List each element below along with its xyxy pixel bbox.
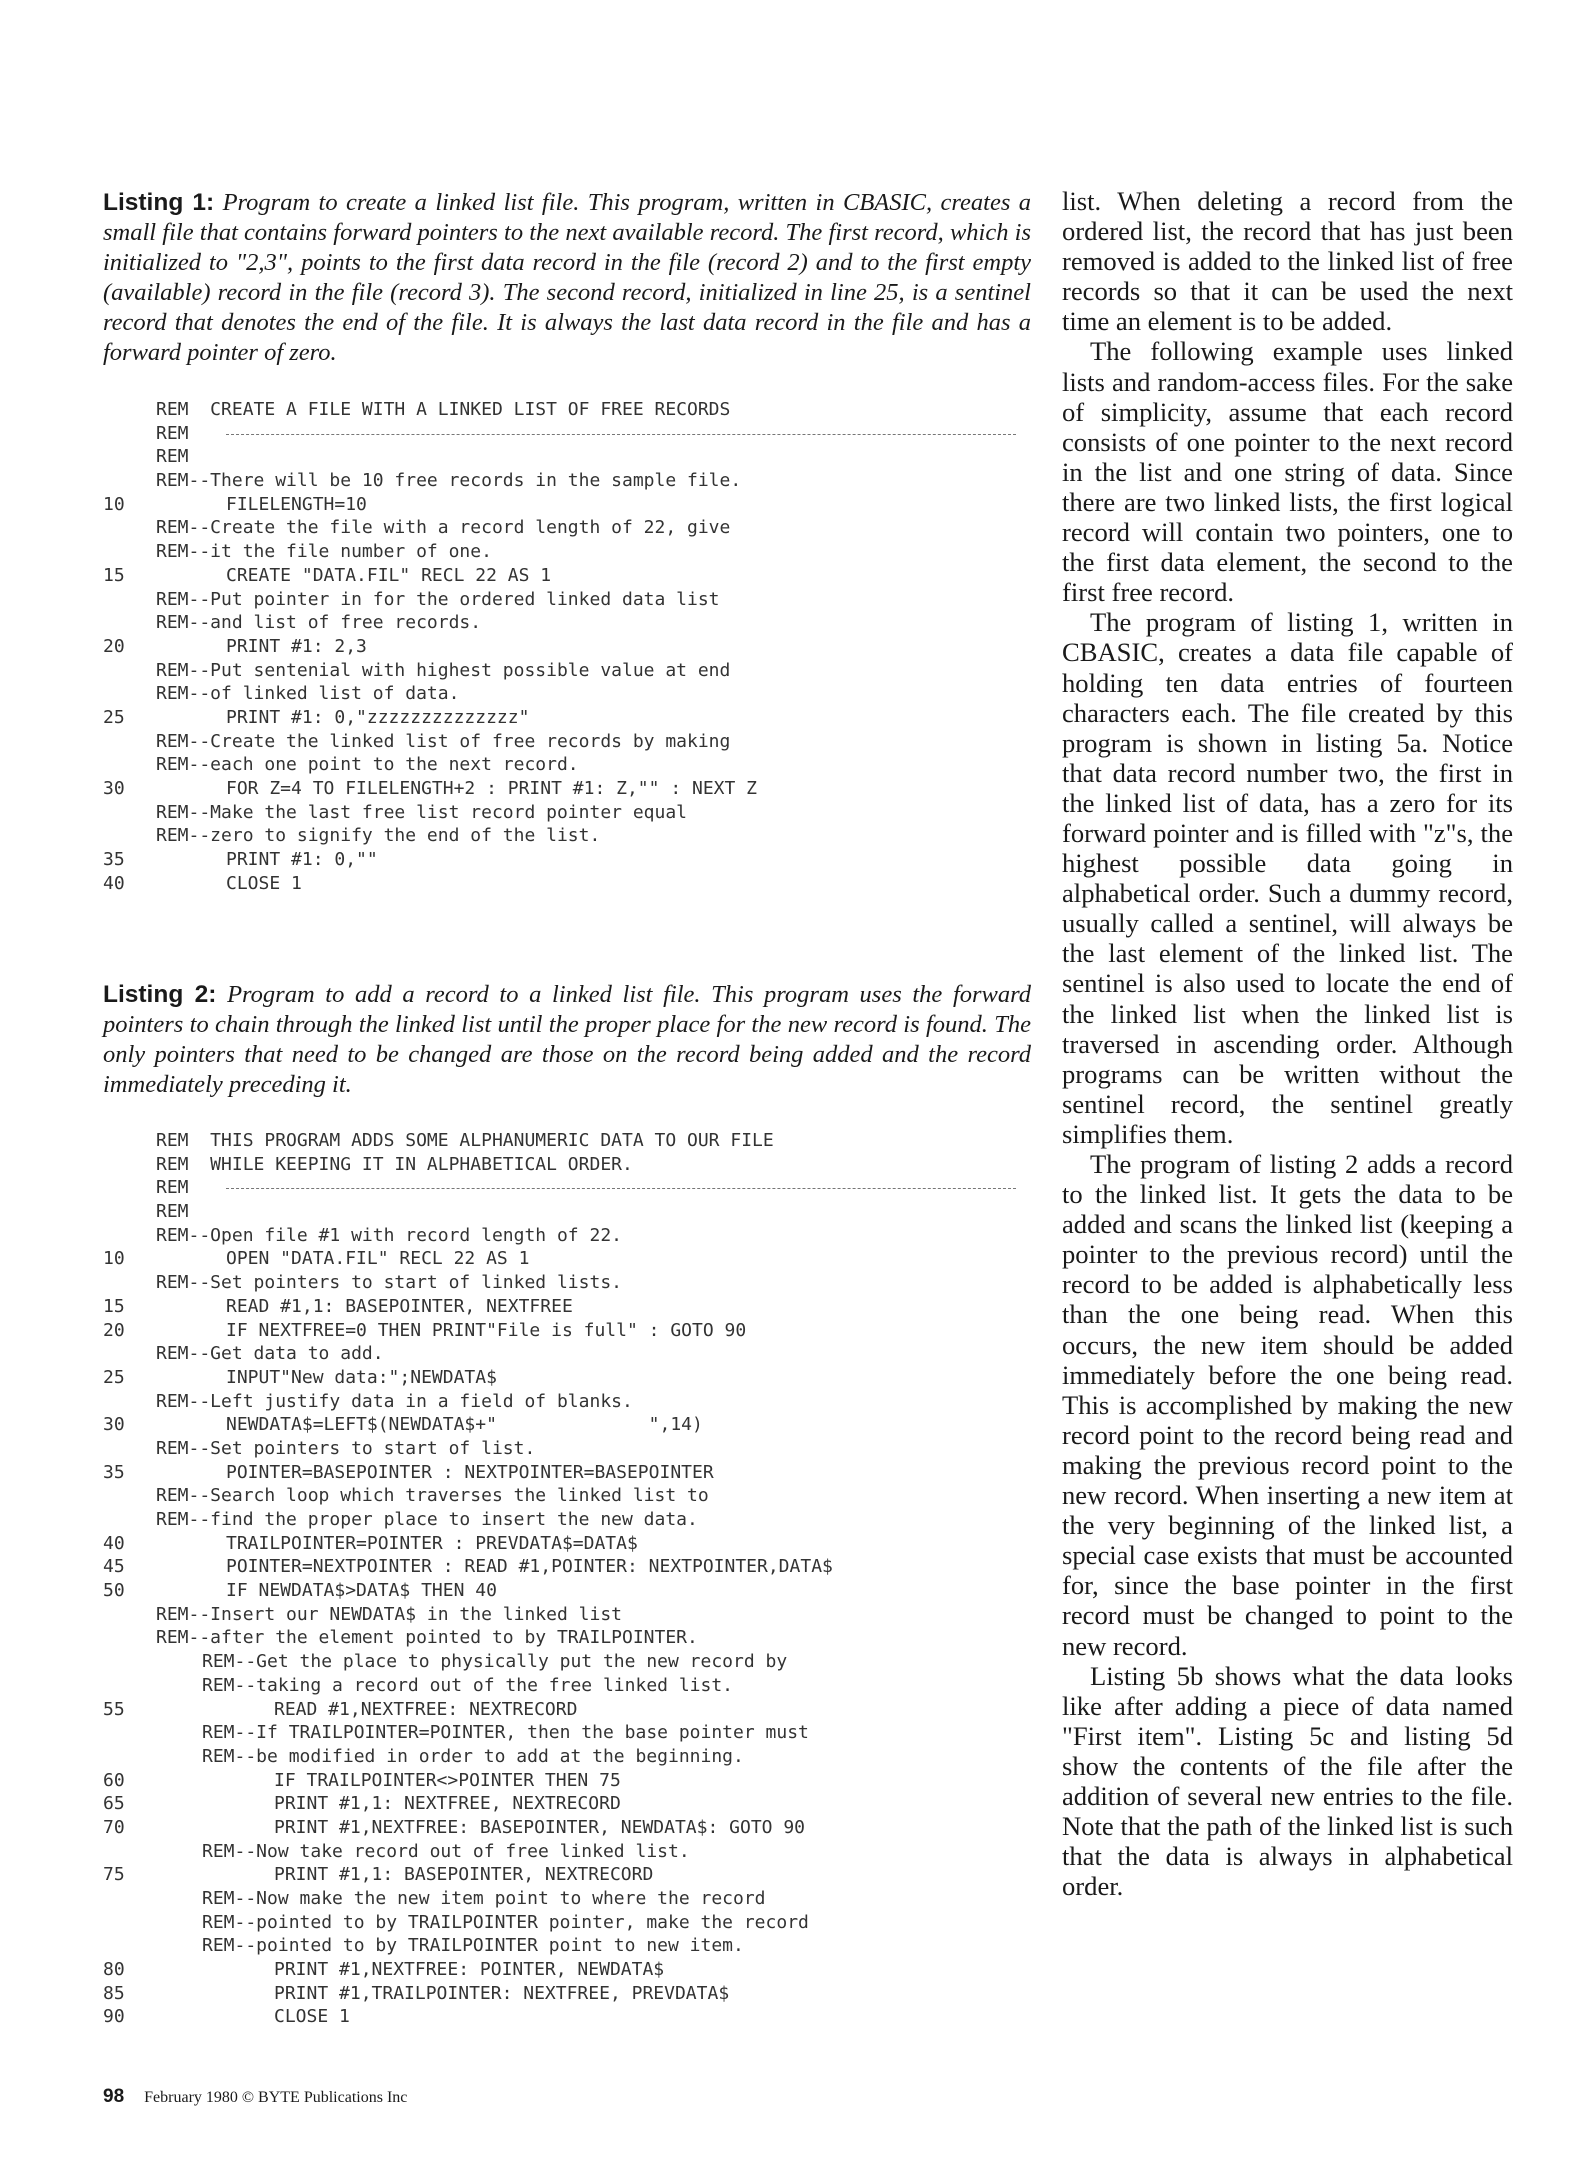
code-line xyxy=(103,1461,1038,1485)
code-text: PRINT #1: 0,"zzzzzzzzzzzzzz" xyxy=(226,706,530,728)
code-text: REM--it the file number of one. xyxy=(156,541,492,563)
footer-credit: February 1980 © BYTE Publications Inc xyxy=(144,2089,408,2106)
code-line xyxy=(103,730,1038,754)
listing1-caption-text: Program to create a linked list file. This program, written in CBASIC, creates a small file that contains forward pointers to the next available record. The first record, which is initialized to "2,3", points to the first data record in the file (record 2) and to the first empty (available) record in the file (record 3). The second record, initialized in line 25, is a sentinel record that denotes the end of the file. It is always the last data record in the file and has a forward pointer of zero. xyxy=(103,189,1032,366)
code-text: REM--Now take record out of free linked list. xyxy=(202,1840,690,1862)
code-text: REM--each one point to the next record. xyxy=(156,754,579,776)
code-text: IF TRAILPOINTER<>POINTER THEN 75 xyxy=(274,1769,621,1791)
code-line xyxy=(103,1911,1038,1935)
code-text: INPUT"New data:";NEWDATA$ xyxy=(226,1366,497,1388)
code-line xyxy=(103,1934,1038,1958)
code-text: REM--pointed to by TRAILPOINTER point to new item. xyxy=(202,1935,744,1957)
code-line xyxy=(103,1200,1038,1224)
line-number: 50 xyxy=(103,1580,125,1602)
code-text: REM--after the element pointed to by TRAILPOINTER. xyxy=(156,1627,698,1649)
code-text: REM xyxy=(156,1201,189,1223)
line-number: 10 xyxy=(103,493,125,515)
line-number: 15 xyxy=(103,564,125,586)
line-number: 25 xyxy=(103,1366,125,1388)
code-text: REM xyxy=(156,1177,189,1199)
code-line xyxy=(103,1792,1038,1816)
code-text: REM CREATE A FILE WITH A LINKED LIST OF FREE RECORDS xyxy=(156,399,731,420)
code-line xyxy=(103,611,1038,635)
code-text: REM--Get the place to physically put the new record by xyxy=(202,1651,788,1673)
code-text: REM--taking a record out of the free linked list. xyxy=(202,1674,734,1696)
code-line xyxy=(103,1626,1038,1650)
body-paragraph: list. When deleting a record from the ordered list, the record that has just been removed is added to the linked list of free records so that it can be used the next time an element is to be added. xyxy=(1062,186,1513,337)
code-line xyxy=(103,445,1038,469)
line-number: 10 xyxy=(103,1248,125,1270)
code-text: REM xyxy=(156,446,189,468)
code-text: REM--find the proper place to insert the new data. xyxy=(156,1509,698,1530)
code-text: REM--Insert our NEWDATA$ in the linked list xyxy=(156,1603,622,1625)
code-text: PRINT #1,NEXTFREE: POINTER, NEWDATA$ xyxy=(274,1959,665,1981)
line-number: 90 xyxy=(103,2006,125,2028)
code-line xyxy=(103,1745,1038,1769)
body-paragraph: The program of listing 1, written in CBASIC, creates a data file capable of holding ten data entries of fourteen characters each. The file created by this program is shown in listing 5a. Notice that data record number two, the first in the linked list of data, has a zero for its forward pointer and is filled with "z"s, the highest possible data going in alphabetical order. Such a dummy record, usually called a sentinel, will always be the last element of the linked list. The sentinel is also used to locate the end of the linked list when the linked list is traversed in ascending order. Although programs can be written without the sentinel record, the sentinel greatly simplifies them. xyxy=(1062,607,1513,1149)
code-line xyxy=(103,1555,1038,1579)
code-line xyxy=(103,516,1038,540)
code-line xyxy=(103,2005,1038,2029)
code-line xyxy=(103,1721,1038,1745)
code-text: REM--If TRAILPOINTER=POINTER, then the base pointer must xyxy=(202,1722,809,1744)
code-line xyxy=(103,1532,1038,1556)
code-text: IF NEXTFREE=0 THEN PRINT"File is full" : GOTO 90 xyxy=(226,1319,747,1341)
line-number: 85 xyxy=(103,1982,125,2004)
line-number: 40 xyxy=(103,872,125,894)
code-text: CLOSE 1 xyxy=(226,872,302,894)
code-text: REM--Create the linked list of free records by making xyxy=(156,730,731,752)
code-line xyxy=(103,801,1038,825)
separator-rule xyxy=(226,434,1016,435)
line-number: 30 xyxy=(103,778,125,799)
code-line xyxy=(103,659,1038,683)
code-line xyxy=(103,1129,1038,1153)
code-line xyxy=(103,1295,1038,1319)
line-number: 15 xyxy=(103,1295,125,1317)
code-text: PRINT #1,NEXTFREE: BASEPOINTER, NEWDATA$: GOTO 90 xyxy=(274,1816,806,1838)
code-text: REM--Create the file with a record length of 22, give xyxy=(156,517,731,539)
code-text: REM--Search loop which traverses the linked list to xyxy=(156,1485,709,1507)
code-text: OPEN "DATA.FIL" RECL 22 AS 1 xyxy=(226,1248,530,1270)
code-line xyxy=(103,1840,1038,1864)
code-text: PRINT #1,1: BASEPOINTER, NEXTRECORD xyxy=(274,1864,654,1886)
page-footer xyxy=(103,2086,407,2108)
code-text: POINTER=NEXTPOINTER : READ #1,POINTER: NEXTPOINTER,DATA$ xyxy=(226,1556,833,1578)
line-number: 55 xyxy=(103,1698,125,1720)
code-line xyxy=(103,588,1038,612)
code-text: REM--Get data to add. xyxy=(156,1343,384,1365)
code-line xyxy=(103,1342,1038,1366)
code-text: REM--be modified in order to add at the beginning. xyxy=(202,1745,744,1767)
code-line xyxy=(103,1366,1038,1390)
code-text: CREATE "DATA.FIL" RECL 22 AS 1 xyxy=(226,564,552,586)
code-text: READ #1,1: BASEPOINTER, NEXTFREE xyxy=(226,1295,573,1317)
code-line xyxy=(103,682,1038,706)
code-line xyxy=(103,1224,1038,1248)
code-text: REM--There will be 10 free records in the sample file. xyxy=(156,470,742,492)
code-text: REM--and list of free records. xyxy=(156,612,482,634)
listing2-caption-text: Program to add a record to a linked list file. This program uses the forward pointers to chain through the linked list until the proper place for the new record is found. The only pointers that need to be changed are those on the record being added and the record immediately preceding it. xyxy=(103,981,1032,1098)
listing1-caption-lead: Listing 1: xyxy=(103,189,215,216)
code-line xyxy=(103,1579,1038,1603)
code-line xyxy=(103,469,1038,493)
listing1-code xyxy=(103,398,1038,895)
code-line xyxy=(103,1247,1038,1271)
code-text: REM THIS PROGRAM ADDS SOME ALPHANUMERIC DATA TO OUR FILE xyxy=(156,1130,774,1151)
code-line xyxy=(103,564,1038,588)
body-paragraph: The following example uses linked lists and random-access files. For the sake of simplicity, assume that each record consists of one pointer to the next record in the list and one string of data. Since there are two linked lists, the first logical record will contain two pointers, one to the first data element, the second to the first free record. xyxy=(1062,336,1513,608)
code-line xyxy=(103,848,1038,872)
code-text: PRINT #1,TRAILPOINTER: NEXTFREE, PREVDATA$ xyxy=(274,1982,730,2004)
line-number: 65 xyxy=(103,1793,125,1815)
line-number: 80 xyxy=(103,1959,125,1981)
code-line xyxy=(103,398,1038,422)
code-line xyxy=(103,1437,1038,1461)
code-text: REM--Set pointers to start of list. xyxy=(156,1437,536,1459)
right-column-text xyxy=(1062,186,1513,1901)
code-line xyxy=(103,1390,1038,1414)
body-paragraph: Listing 5b shows what the data looks like after adding a piece of data named "First item". Listing 5c and listing 5d show the contents of the file after the addition of several new entries to the file. Note that the path of the linked list is such that the data is always in alphabetical order. xyxy=(1062,1660,1513,1902)
code-text: IF NEWDATA$>DATA$ THEN 40 xyxy=(226,1580,497,1602)
code-text: REM--Put pointer in for the ordered linked data list xyxy=(156,588,720,610)
code-line xyxy=(103,1508,1038,1532)
listing2-code xyxy=(103,1129,1038,2029)
code-text: FOR Z=4 TO FILELENGTH+2 : PRINT #1: Z,"" : NEXT Z xyxy=(226,778,758,799)
listing2-caption-lead: Listing 2: xyxy=(103,981,217,1008)
code-text: REM xyxy=(156,422,189,444)
code-line xyxy=(103,1176,1038,1200)
line-number: 30 xyxy=(103,1414,125,1436)
listing1-caption xyxy=(103,188,1031,368)
code-line xyxy=(103,777,1038,801)
code-text: PRINT #1,1: NEXTFREE, NEXTRECORD xyxy=(274,1793,621,1815)
code-line xyxy=(103,1484,1038,1508)
code-text: TRAILPOINTER=POINTER : PREVDATA$=DATA$ xyxy=(226,1532,638,1554)
code-text: NEWDATA$=LEFT$(NEWDATA$+" ",14) xyxy=(226,1414,703,1436)
line-number: 25 xyxy=(103,706,125,728)
line-number: 20 xyxy=(103,1319,125,1341)
code-text: CLOSE 1 xyxy=(274,2006,350,2028)
code-line xyxy=(103,1650,1038,1674)
code-text: READ #1,NEXTFREE: NEXTRECORD xyxy=(274,1698,578,1720)
line-number: 20 xyxy=(103,635,125,657)
code-line xyxy=(103,1958,1038,1982)
line-number: 40 xyxy=(103,1532,125,1554)
line-number: 35 xyxy=(103,849,125,871)
code-line xyxy=(103,422,1038,446)
body-paragraph: The program of listing 2 adds a record to the linked list. It gets the data to be added and scans the linked list (keeping a pointer to the previous record) until the record to be added is alphabetically less than the one being read. When this occurs, the new item should be added immediately before the one being read. This is accomplished by making the new record point to the record being read and making the previous record point to the new record. When inserting a new item at the very beginning of the linked list, a special case exists that must be accounted for, since the base pointer in the first record must be changed to point to the new record. xyxy=(1062,1149,1513,1661)
code-line xyxy=(103,1153,1038,1177)
code-line xyxy=(103,1674,1038,1698)
code-line xyxy=(103,1698,1038,1722)
line-number: 70 xyxy=(103,1816,125,1838)
code-text: PRINT #1: 0,"" xyxy=(226,849,378,871)
code-text: REM--Put sentenial with highest possible value at end xyxy=(156,659,731,681)
page-number: 98 xyxy=(103,2086,125,2107)
code-line xyxy=(103,1271,1038,1295)
listing2-caption xyxy=(103,980,1031,1100)
code-line xyxy=(103,706,1038,730)
code-text: POINTER=BASEPOINTER : NEXTPOINTER=BASEPOINTER xyxy=(226,1461,714,1483)
code-text: REM--Make the last free list record pointer equal xyxy=(156,801,688,823)
code-line xyxy=(103,753,1038,777)
code-text: REM--Left justify data in a field of blanks. xyxy=(156,1390,633,1412)
code-text: REM--pointed to by TRAILPOINTER pointer, make the record xyxy=(202,1911,809,1933)
code-line xyxy=(103,1982,1038,2006)
code-text: PRINT #1: 2,3 xyxy=(226,635,367,657)
separator-rule xyxy=(226,1188,1016,1189)
line-number: 60 xyxy=(103,1769,125,1791)
code-text: REM WHILE KEEPING IT IN ALPHABETICAL ORDER. xyxy=(156,1153,633,1175)
code-line xyxy=(103,824,1038,848)
code-text: FILELENGTH=10 xyxy=(226,493,367,515)
code-text: REM--zero to signify the end of the list. xyxy=(156,825,601,847)
code-line xyxy=(103,493,1038,517)
code-line xyxy=(103,1887,1038,1911)
code-line xyxy=(103,1319,1038,1343)
code-line xyxy=(103,1816,1038,1840)
code-line xyxy=(103,1603,1038,1627)
code-text: REM--Set pointers to start of linked lists. xyxy=(156,1272,622,1294)
code-line xyxy=(103,1863,1038,1887)
code-text: REM--Open file #1 with record length of 22. xyxy=(156,1224,622,1246)
code-line xyxy=(103,540,1038,564)
code-text: REM--Now make the new item point to where the record xyxy=(202,1888,766,1909)
code-line xyxy=(103,1413,1038,1437)
code-text: REM--of linked list of data. xyxy=(156,683,460,705)
code-line xyxy=(103,872,1038,896)
code-line xyxy=(103,635,1038,659)
code-line xyxy=(103,1769,1038,1793)
line-number: 75 xyxy=(103,1864,125,1886)
line-number: 45 xyxy=(103,1556,125,1578)
line-number: 35 xyxy=(103,1461,125,1483)
